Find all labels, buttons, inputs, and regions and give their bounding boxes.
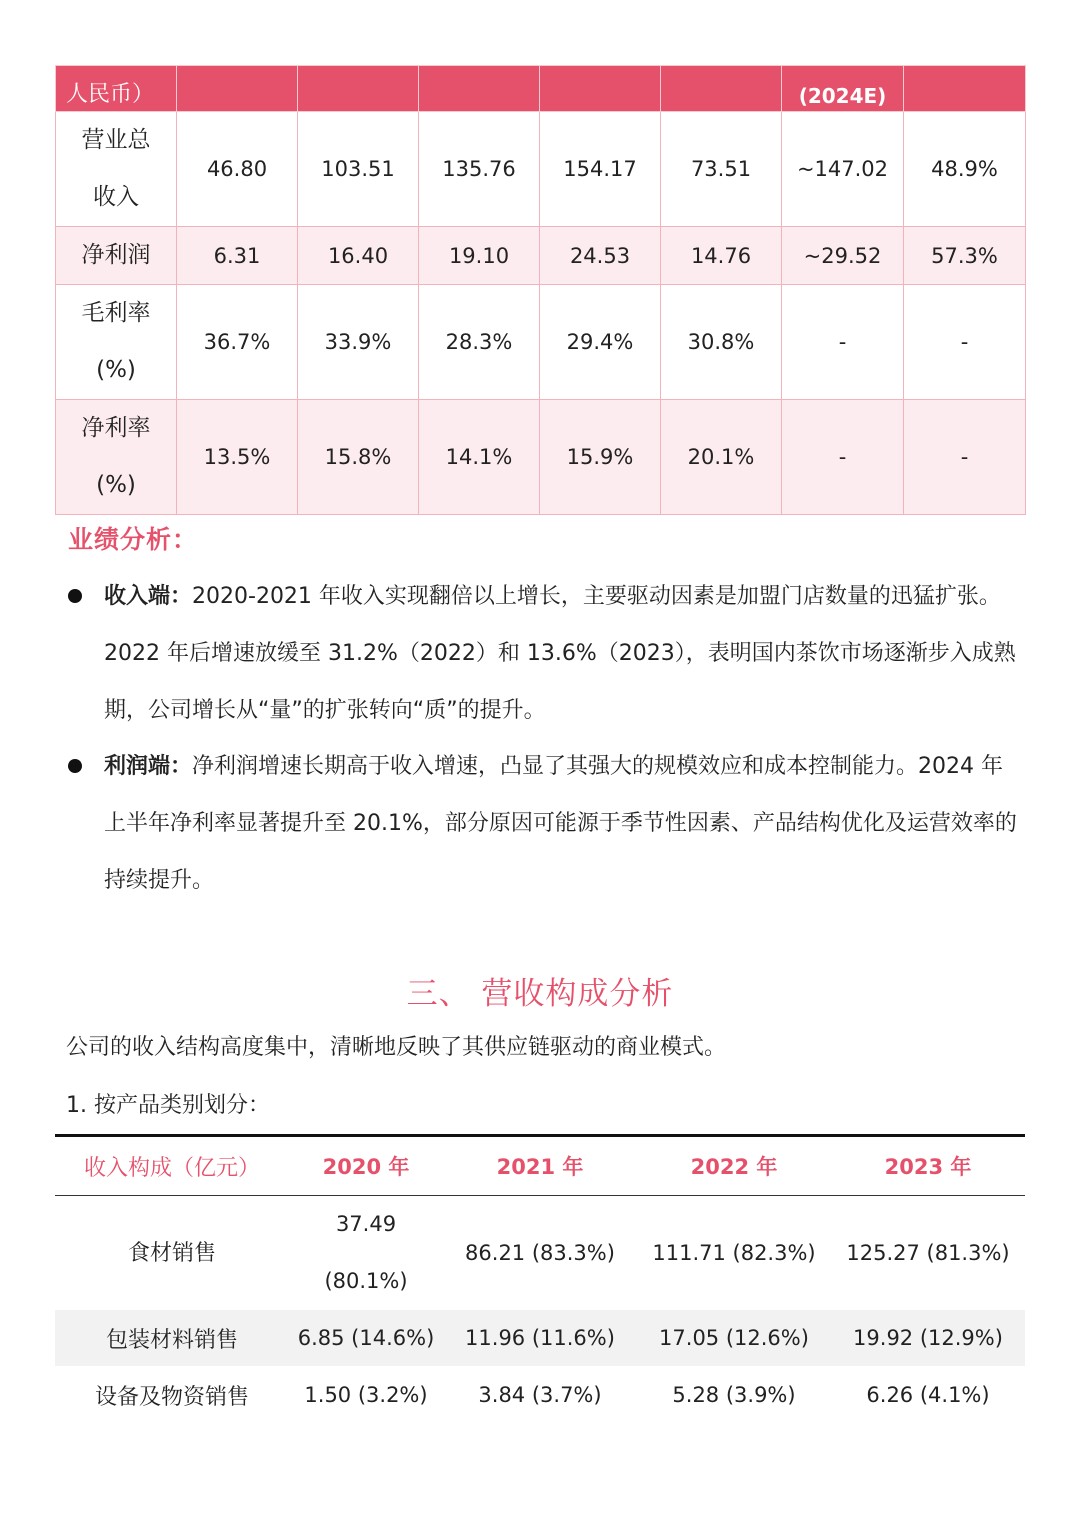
table-row-net-margin — [56, 400, 1026, 515]
header-cell — [904, 66, 1026, 112]
cell: ~147.02 — [782, 112, 904, 227]
row-label: 包装材料销售 — [55, 1310, 289, 1366]
header-cell — [661, 66, 782, 112]
cell: 13.5% — [177, 400, 298, 515]
section-heading: 三、 营收构成分析 — [406, 976, 674, 1012]
header-cell: 收入构成（亿元） — [55, 1136, 289, 1196]
row-label: 毛利率 (%) — [56, 285, 177, 400]
cell: 86.21 (83.3%) — [465, 1240, 615, 1265]
bullet-revenue — [68, 568, 1018, 739]
row-label: 净利润 — [56, 227, 177, 285]
header-cell: 2020 年 — [289, 1136, 443, 1196]
cell: 57.3% — [904, 227, 1026, 285]
cell: 6.26 (4.1%) — [866, 1383, 990, 1407]
cell: 46.80 — [177, 112, 298, 227]
header-cell — [540, 66, 661, 112]
table-row — [55, 1196, 1025, 1311]
bullet-text: 净利润增速长期高于收入增速，凸显了其强大的规模效应和成本控制能力。2024 年上半年净利率显著提升至 20.1%，部分原因可能源于季节性因素、产品结构优化及运营效率的持续提升。 — [104, 754, 1017, 893]
cell: 1.50 (3.2%) — [304, 1383, 428, 1407]
cell: 36.7% — [177, 285, 298, 400]
cell: 30.8% — [661, 285, 782, 400]
header-cell-2024e: (2024E) — [782, 66, 904, 112]
row-label: 设备及物资销售 — [94, 1384, 249, 1410]
cell: 14.1% — [419, 400, 540, 515]
cell: 73.51 — [661, 112, 782, 227]
table-header-row — [56, 66, 1026, 112]
row-label: 净利率 (%) — [56, 400, 177, 515]
cell: 19.92 (12.9%) — [831, 1310, 1025, 1366]
header-cell: 2021 年 — [443, 1136, 637, 1196]
cell: - — [904, 400, 1026, 515]
header-unit-cell: 人民币） — [56, 66, 177, 112]
bullet-text: 2020-2021 年收入实现翻倍以上增长，主要驱动因素是加盟门店数量的迅猛扩张。2022 年后增速放缓至 31.2%（2022）和 13.6%（2023），表明国内茶饮市场逐渐步入成熟期，公司增长从“量”的扩张转向“质”的提升。 — [104, 584, 1016, 723]
bullet-dot-icon — [68, 589, 82, 603]
bullet-lead: 收入端： — [104, 584, 193, 609]
bullet-profit — [68, 738, 1018, 909]
cell: 15.8% — [298, 400, 419, 515]
section-intro: 公司的收入结构高度集中，清晰地反映了其供应链驱动的商业模式。 — [66, 1035, 727, 1060]
cell: 103.51 — [298, 112, 419, 227]
cell: 28.3% — [419, 285, 540, 400]
cell: 11.96 (11.6%) — [443, 1310, 637, 1366]
bullet-dot-icon — [68, 759, 82, 773]
cell: 6.85 (14.6%) — [289, 1310, 443, 1366]
table-row-revenue — [56, 112, 1026, 227]
header-cell — [177, 66, 298, 112]
financial-summary-table — [55, 65, 1026, 515]
bullet-content — [104, 738, 1018, 909]
header-cell — [298, 66, 419, 112]
bullet-content — [104, 568, 1018, 739]
table-row-gross-margin — [56, 285, 1026, 400]
cell: 24.53 — [540, 227, 661, 285]
revenue-composition-table — [55, 1134, 1025, 1424]
header-cell: 2022 年 — [637, 1136, 831, 1196]
cell: 19.10 — [419, 227, 540, 285]
cell: 37.49 (80.1%) — [324, 1212, 408, 1293]
cell: 20.1% — [661, 400, 782, 515]
cell: 135.76 — [419, 112, 540, 227]
cell: 5.28 (3.9%) — [672, 1383, 796, 1407]
cell: 6.31 — [177, 227, 298, 285]
bullet-lead: 利润端： — [104, 754, 193, 779]
table-row — [55, 1310, 1025, 1366]
cell: 17.05 (12.6%) — [637, 1310, 831, 1366]
cell: 16.40 — [298, 227, 419, 285]
cell: - — [782, 400, 904, 515]
cell: - — [782, 285, 904, 400]
cell: 48.9% — [904, 112, 1026, 227]
subsection-heading: 1. 按产品类别划分： — [66, 1093, 270, 1118]
cell: 15.9% — [540, 400, 661, 515]
cell: 33.9% — [298, 285, 419, 400]
cell: 14.76 — [661, 227, 782, 285]
cell: 29.4% — [540, 285, 661, 400]
table-row-net-profit — [56, 227, 1026, 285]
cell: - — [904, 285, 1026, 400]
analysis-title: 业绩分析： — [68, 525, 199, 554]
row-label: 营业总 收入 — [56, 112, 177, 227]
header-cell — [419, 66, 540, 112]
cell: 154.17 — [540, 112, 661, 227]
header-cell: 2023 年 — [831, 1136, 1025, 1196]
cell: 3.84 (3.7%) — [478, 1383, 602, 1407]
cell: 125.27 (81.3%) — [846, 1240, 1010, 1265]
row-label: 食材销售 — [127, 1240, 216, 1266]
table-header-row — [55, 1136, 1025, 1196]
table-row — [55, 1366, 1025, 1424]
cell: ~29.52 — [782, 227, 904, 285]
cell: 111.71 (82.3%) — [652, 1240, 816, 1265]
